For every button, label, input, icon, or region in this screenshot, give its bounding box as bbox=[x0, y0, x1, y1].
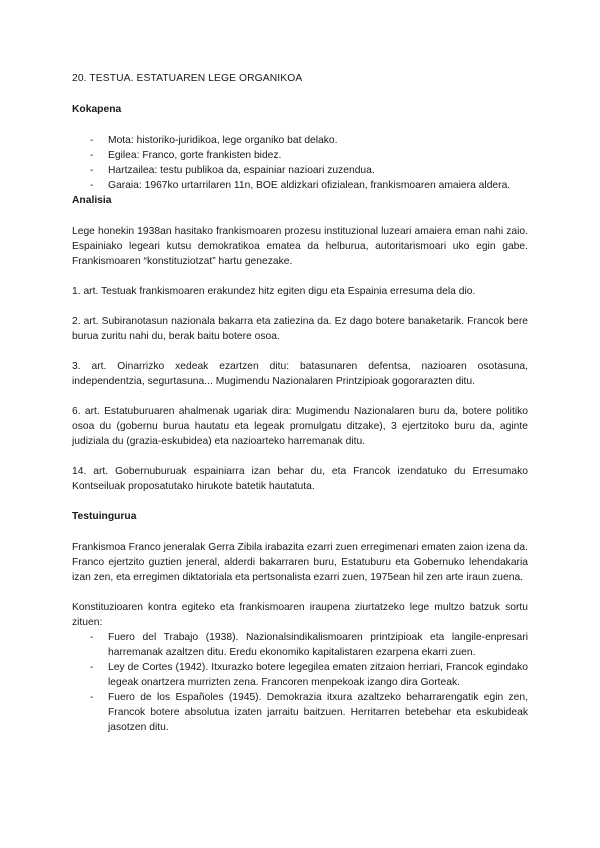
list-intro: Konstituzioaren kontra egiteko eta frankismoaren iraupena ziurtatzeko lege multzo batzuk sortu zituen: bbox=[72, 602, 528, 628]
list-item: - Ley de Cortes (1942). Itxurazko botere legegilea ematen zitzaion herriari, Francok egindako legeak onartzera murrizten zena. Francoren menpekoak izango dira Gorteak. bbox=[72, 660, 528, 690]
document-body bbox=[72, 71, 528, 735]
list-item: - Fuero de los Españoles (1945). Demokrazia itxura azaltzeko beharrarengatik egin zen, Francok botere absolutua izaten jarraitu baitzuen. Herritarren betebehar eta eskubideak jasotzen ditu. bbox=[72, 690, 528, 735]
section-heading-analisia: Analisia bbox=[72, 195, 112, 206]
list-item: - Mota: historiko-juridikoa, lege organiko bat delako. bbox=[72, 133, 528, 148]
paragraph: Frankismoa Franco jeneralak Gerra Zibila irabazita ezarri zuen erregimenari ematen zaion izena da. Franco ejertzito guztien jeneral, alderdi bakarraren buru, Estatuburu eta Gobernuko lehendakaria izan zen, eta erregimen diktatoriala eta pertsonalista ezarri zuen, 1975ean hil zen arte iraun zuena. bbox=[72, 542, 528, 583]
paragraph: 3. art. Oinarrizko xedeak ezartzen ditu: batasunaren defentsa, nazioaren osotasuna, independentzia, segurtasuna... Mugimendu Nazionalaren Printzipioak gogorarazten ditu. bbox=[72, 361, 528, 387]
section-heading-testuingurua: Testuingurua bbox=[72, 511, 137, 522]
paragraph: 6. art. Estatuburuaren ahalmenak ugariak dira: Mugimendu Nazionalaren buru da, botere politiko osoa du (gobernu burua hautatu eta legeak promulgatu ditzake), 3 ejertzitoko buru da, aginte judiziala du (grazia-eskubidea) eta nazioarteko harremanak ditu. bbox=[72, 406, 528, 447]
paragraph: 1. art. Testuak frankismoaren erakundez hitz egiten digu eta Espainia erresuma dela dio. bbox=[72, 286, 476, 297]
list-item: - Garaia: 1967ko urtarrilaren 11n, BOE aldizkari ofizialean, frankismoaren amaiera aldera. bbox=[72, 178, 528, 193]
paragraph: Lege honekin 1938an hasitako frankismoaren prozesu instituzional luzeari amaiera eman nahi zaio. Espainiako legeari kutsu demokratikoa ematea da helburua, autoritarismoari uko egin gabe. Frankismoaren “konstituziotzat” hartu genezake. bbox=[72, 226, 528, 267]
section-heading-kokapena: Kokapena bbox=[72, 104, 122, 115]
kokapena-list bbox=[72, 133, 528, 193]
laws-list bbox=[72, 630, 528, 735]
list-item: - Fuero del Trabajo (1938). Nazionalsindikalismoaren printzipioak eta langile-enpresari harremanak azaltzen ditu. Eredu ekonomiko kapitalistaren ezarpena ekarri zuen. bbox=[72, 630, 528, 660]
paragraph: 2. art. Subiranotasun nazionala bakarra eta zatiezina da. Ez dago botere banaketarik. Francok bere burua zuritu nahi du, berak baitu botere osoa. bbox=[72, 316, 528, 342]
list-item: - Hartzailea: testu publikoa da, espainiar nazioari zuzendua. bbox=[72, 163, 528, 178]
document-title: 20. TESTUA. ESTATUAREN LEGE ORGANIKOA bbox=[72, 73, 303, 84]
paragraph: 14. art. Gobernuburuak espainiarra izan behar du, eta Francok izendatuko du Erresumako Kontseiluak proposatutako hirukote batetik hautatuta. bbox=[72, 466, 528, 492]
list-item: - Egilea: Franco, gorte frankisten bidez. bbox=[72, 148, 528, 163]
